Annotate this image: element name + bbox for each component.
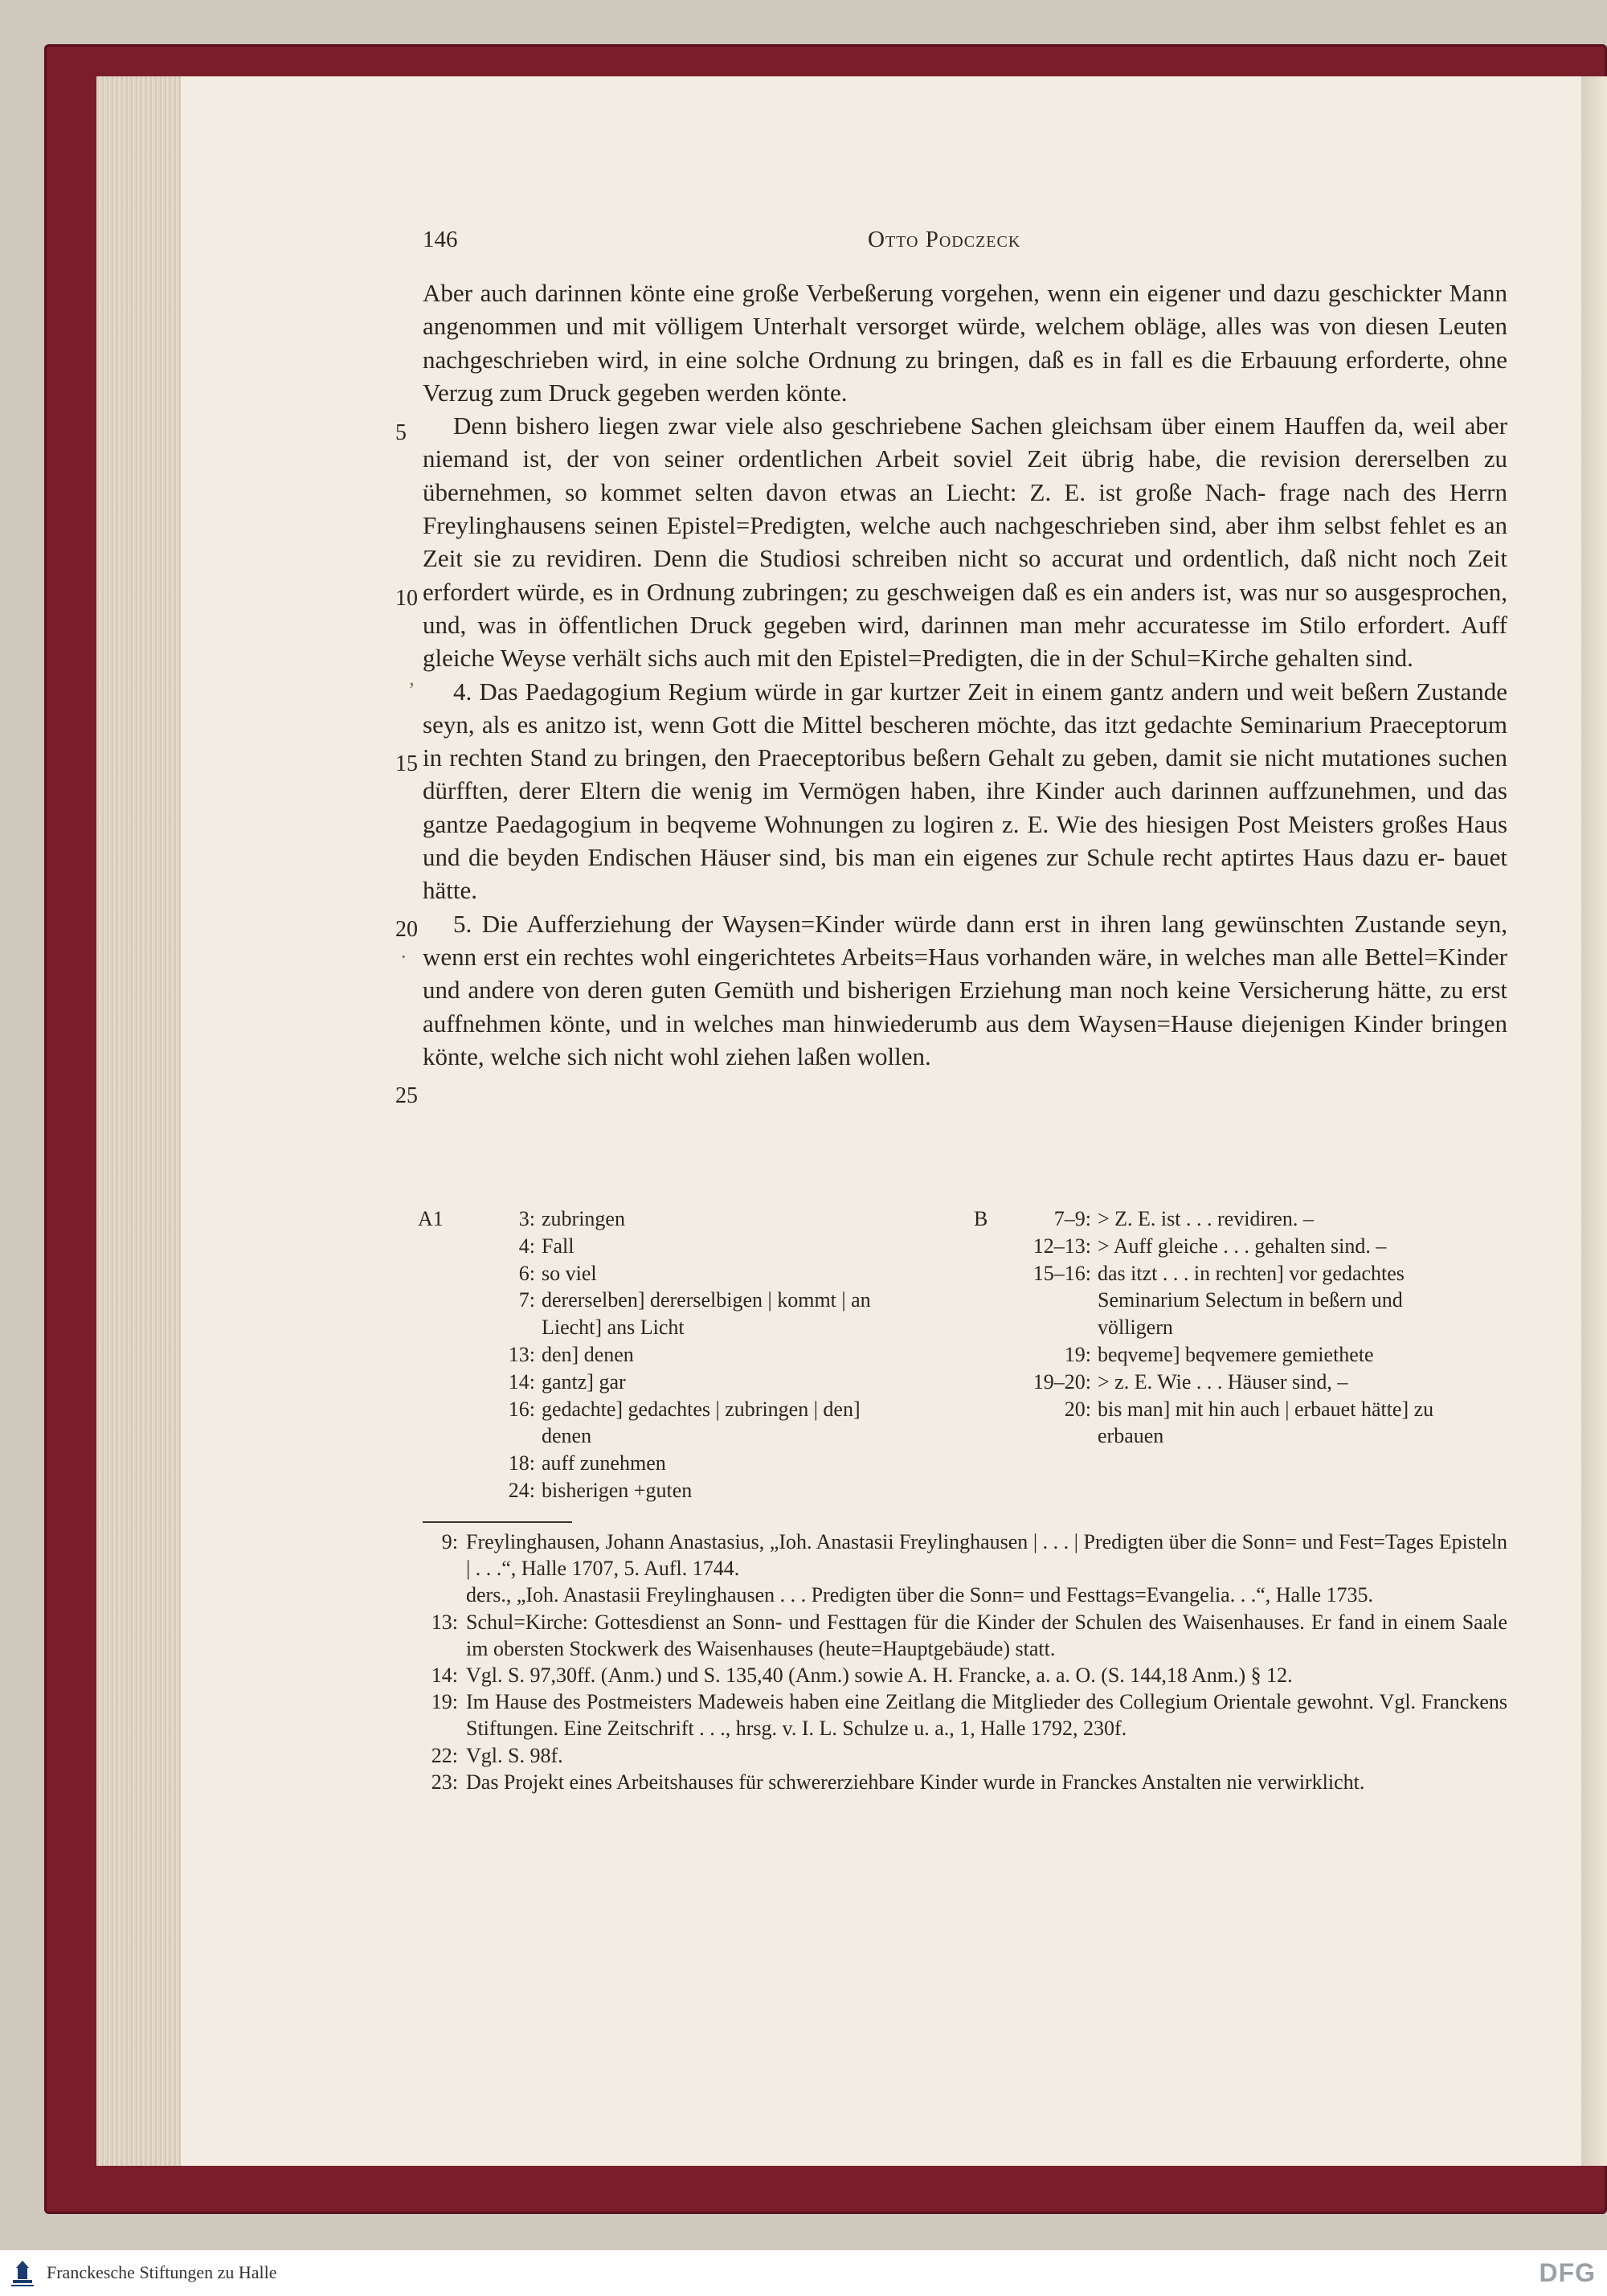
apparatus-entry: [418, 1314, 948, 1341]
line-number: 15: [395, 751, 418, 776]
text-line: gegeben wird, darinnen man mehr accuratesse im Stilo erfordert. Auff gleiche Weyse verhält: [423, 610, 1507, 673]
text-line: beßern Zustande seyn, als es anitzo ist, wenn Gott die Mittel bescheren möchte, das itzt: [423, 677, 1508, 739]
footnote-text: Vgl. S. 98f.: [466, 1743, 563, 1767]
apparatus-text: dererselben] dererselbigen | kommt | an: [542, 1288, 871, 1312]
apparatus-siglum: [974, 1314, 1019, 1341]
text-line: Vermögen haben, ihre Kinder auch darinnen auffzunehmen, und das gantze Paedagogium in: [423, 776, 1507, 838]
apparatus-siglum: [974, 1260, 1019, 1287]
apparatus-text: bisherigen +guten: [542, 1478, 693, 1502]
apparatus-text: Fall: [542, 1234, 575, 1258]
apparatus-line-ref: 19:: [1064, 1342, 1091, 1366]
apparatus-entry: [974, 1233, 1508, 1260]
footnote: [418, 1742, 1507, 1769]
apparatus-line-ref: 7:: [518, 1288, 535, 1312]
institution-name: Franckesche Stiftungen zu Halle: [47, 2262, 277, 2282]
footnote-text: Im Hause des Postmeisters Madeweis haben eine Zeitlang die Mitglieder des Collegium Orientale gewohnt. Vgl. Franckens Stiftungen. Eine Zeitschrift . . ., hrsg. v. I. L. Schulze u. a., 1, Halle 1792, 230f.: [466, 1690, 1507, 1741]
apparatus-entry: [974, 1205, 1508, 1233]
footnote-line-ref: 9:: [441, 1530, 458, 1553]
apparatus-siglum: [418, 1260, 463, 1287]
apparatus-line-ref: 3:: [518, 1207, 535, 1230]
apparatus-line-ref: 16:: [508, 1397, 535, 1421]
apparatus-siglum: [974, 1341, 1019, 1369]
apparatus-entry: [974, 1341, 1508, 1369]
apparatus-entry: [418, 1233, 948, 1260]
apparatus-line-ref: 20:: [1064, 1397, 1091, 1421]
apparatus-line-ref: 14:: [508, 1369, 535, 1394]
apparatus-siglum: B: [974, 1207, 988, 1230]
text-line: geschweigen daß es ein anders ist, was nur so ausgesprochen, und, was in öffentlichen Druck: [423, 577, 1508, 639]
text-line: Gehalt zu geben, damit sie nicht mutationes suchen dürfften, derer Eltern die wenig im: [423, 743, 1508, 805]
apparatus-text: bis man] mit hin auch | erbauet hätte] zu: [1098, 1397, 1434, 1421]
apparatus-line-ref: 24:: [508, 1478, 535, 1502]
paragraph: [423, 675, 1507, 907]
apparatus-siglum: [974, 1369, 1019, 1396]
apparatus-entry: [418, 1341, 948, 1369]
text-line: hinwiederumb aus dem Waysen=Hause diejenigen Kinder bringen könte, welche sich nicht: [423, 1009, 1507, 1070]
apparatus-line-ref: [1019, 1422, 1098, 1450]
footnote-text: Vgl. S. 97,30ff. (Anm.) und S. 135,40 (Anm.) sowie A. H. Francke, a. a. O. (S. 144,18 Anm.) § 12.: [466, 1664, 1293, 1688]
footnote: [418, 1609, 1507, 1662]
apparatus-line-ref: 18:: [508, 1451, 535, 1475]
running-head: Otto Podczeck: [868, 227, 1021, 252]
apparatus-text: den] denen: [542, 1342, 634, 1366]
apparatus-entry: [418, 1396, 948, 1423]
footnote-rule: [423, 1521, 572, 1523]
apparatus-line-ref: 15–16:: [1032, 1261, 1091, 1285]
apparatus-entry: [418, 1205, 948, 1233]
line-number: 20: [395, 917, 418, 942]
apparatus-siglum: [974, 1396, 1019, 1423]
apparatus-entry: [974, 1396, 1508, 1423]
apparatus-text: das itzt . . . in rechten] vor gedachtes: [1098, 1261, 1405, 1285]
apparatus-siglum: [418, 1314, 463, 1341]
apparatus-entry: [974, 1260, 1508, 1287]
footnote-line-ref: 23:: [431, 1770, 458, 1794]
apparatus-siglum: [418, 1341, 463, 1369]
apparatus-line-ref: 7–9:: [1053, 1207, 1091, 1230]
apparatus-entry: [974, 1422, 1508, 1450]
dfg-logo: DFG: [1539, 2258, 1596, 2287]
footnote: [418, 1688, 1507, 1741]
page-block-edge: [96, 76, 185, 2166]
apparatus-siglum: [418, 1287, 463, 1314]
apparatus-line-ref: 13:: [508, 1342, 535, 1366]
footnote-line-ref: 13:: [431, 1610, 458, 1634]
text-line: geschickter Mann angenommen und mit völligem Unterhalt versorget würde, welchem obläge,: [423, 279, 1507, 341]
apparatus-entry: [418, 1477, 948, 1504]
footnote-line-ref: [418, 1582, 466, 1608]
institution-logo-icon: [8, 2258, 37, 2289]
paragraph: [423, 907, 1507, 1073]
apparatus-siglum: [418, 1396, 463, 1423]
apparatus-entry: [974, 1369, 1508, 1396]
text-line: dererselben zu übernehmen, so kommet selten davon etwas an Liecht: Z. E. ist große Nach-: [423, 444, 1508, 506]
apparatus-line-ref: 19–20:: [1032, 1369, 1091, 1394]
text-line: frage nach des Herrn Freylinghausens seinen Epistel=Predigten, welche auch nachgeschrieben: [423, 477, 1507, 540]
apparatus-line-ref: [1019, 1287, 1098, 1314]
footnote-text: Freylinghausen, Johann Anastasius, „Ioh. Anastasii Freylinghausen | . . . | Predigten über die Sonn= und Fest=Tages Episteln | . . .“, Halle 1707, 5. Aufl. 1744.: [466, 1530, 1507, 1581]
pencil-dot-mark: ·: [400, 945, 407, 968]
line-number: 5: [395, 420, 407, 445]
apparatus-text: denen: [542, 1424, 592, 1448]
text-line: Denn bishero liegen zwar viele also geschriebene Sachen gleichsam über einem Hauffen da,: [453, 411, 1405, 440]
footnote: [418, 1582, 1507, 1608]
apparatus-text: zubringen: [542, 1207, 625, 1230]
footnote-line-ref: 19:: [431, 1690, 458, 1714]
text-line: in welches man alle Bettel=Kinder und andere von deren guten Gemüth und bisherigen: [423, 942, 1507, 1005]
apparatus-line-ref: 6:: [518, 1261, 535, 1285]
apparatus-text: völligern: [1098, 1316, 1173, 1340]
apparatus-text: > Z. E. ist . . . revidiren. –: [1098, 1207, 1314, 1230]
apparatus-text: Liecht] ans Licht: [542, 1316, 685, 1340]
apparatus-text: > Auff gleiche . . . gehalten sind. –: [1098, 1234, 1387, 1258]
text-line: sichs auch mit den Epistel=Predigten, die in der Schul=Kirche gehalten sind.: [648, 644, 1413, 673]
apparatus-b: [974, 1205, 1508, 1450]
footnotes: [418, 1529, 1507, 1795]
apparatus-line-ref: [1019, 1314, 1098, 1341]
text-line: Zustande seyn, wenn erst ein rechtes wohl eingerichtetes Arbeits=Haus vorhanden wäre,: [423, 909, 1507, 971]
footnote: [418, 1769, 1507, 1795]
text-line: Aber auch darinnen könte eine große Verbeßerung vorgehen, wenn ein eigener und dazu: [423, 279, 1321, 307]
apparatus-text: > z. E. Wie . . . Häuser sind, –: [1098, 1369, 1348, 1394]
text-line: sind, aber ihm selbst fehlet es an Zeit sie zu revidiren. Denn die Studiosi schreiben nicht so: [423, 511, 1508, 573]
apparatus-siglum: A1: [418, 1207, 444, 1230]
footnote-line-ref: 22:: [431, 1743, 458, 1767]
apparatus-siglum: [974, 1233, 1019, 1260]
apparatus-text: gedachte] gedachtes | zubringen | den]: [542, 1397, 861, 1421]
apparatus-entry: [418, 1450, 948, 1477]
text-line: beyden Endischen Häuser sind, bis man ein eigenes zur Schule recht aptirtes Haus dazu er-: [507, 843, 1445, 872]
apparatus-text: gantz] gar: [542, 1369, 626, 1394]
text-line: weil aber niemand ist, der von seiner ordentlichen Arbeit soviel Zeit übrig habe, die revision: [423, 411, 1508, 473]
apparatus-entry: [418, 1369, 948, 1396]
apparatus-text: beqveme] beqvemere gemiethete: [1098, 1342, 1374, 1366]
text-line: beqveme Wohnungen zu logiren z. E. Wie des hiesigen Post Meisters großes Haus und die: [423, 809, 1508, 872]
text-line: Erziehung man noch keine Versicherung hätte, zu erst auffnehmen könte, und in welches man: [423, 976, 1507, 1037]
apparatus-siglum: [418, 1233, 463, 1260]
main-text: [423, 276, 1507, 1073]
apparatus-siglum: [418, 1369, 463, 1396]
text-line: wohl ziehen laßen wollen.: [669, 1042, 931, 1070]
text-line: alles was von diesen Leuten nachgeschrieben wird, in eine solche Ordnung zu bringen, daß es: [423, 312, 1508, 374]
paragraph: [423, 409, 1507, 674]
text-line: accurat und ordentlich, daß nicht noch Zeit erfordert würde, es in Ordnung zubringen; zu: [423, 544, 1508, 606]
apparatus-siglum: [418, 1477, 463, 1504]
footnote-line-ref: 14:: [431, 1664, 458, 1688]
page-number: 146: [423, 227, 458, 252]
apparatus-siglum: [418, 1422, 463, 1450]
viewer-footer: [0, 2250, 1607, 2296]
apparatus-text: so viel: [542, 1261, 597, 1285]
footnote: [418, 1529, 1507, 1582]
footnote-text: ders., „Ioh. Anastasii Freylinghausen . . . Predigten über die Sonn= und Festtags=Evangelia. . .“, Halle 1735.: [466, 1583, 1374, 1607]
apparatus-entry: [974, 1314, 1508, 1341]
next-page-edge: [1581, 76, 1607, 2166]
text-line: in fall es die Erbauung erforderte, ohne Verzug zum Druck gegeben werden könte.: [423, 345, 1508, 407]
footnote-text: Schul=Kirche: Gottesdienst an Sonn- und Festtagen für die Kinder der Schulen des Waisenhauses. Er fand in einem Saale im obersten Stockwerk des Waisenhauses (heute=Hauptgebäude) statt.: [466, 1610, 1507, 1660]
apparatus-entry: [974, 1287, 1508, 1314]
apparatus-entry: [418, 1287, 948, 1314]
footnote-text: Das Projekt eines Arbeitshauses für schwererziehbare Kinder wurde in Franckes Anstalten nie verwirklicht.: [466, 1770, 1365, 1794]
text-line: 4. Das Paedagogium Regium würde in gar kurtzer Zeit in einem gantz andern und weit: [453, 677, 1334, 706]
apparatus-line-ref: [463, 1422, 542, 1450]
pencil-tick-mark: ʼ: [408, 678, 415, 702]
line-number: 25: [395, 1083, 418, 1108]
apparatus-entry: [418, 1422, 948, 1450]
apparatus-text: Seminarium Selectum in beßern und: [1098, 1288, 1403, 1312]
apparatus-siglum: [418, 1450, 463, 1477]
apparatus-line-ref: [463, 1314, 542, 1341]
line-number: 10: [395, 586, 418, 611]
apparatus-text: auff zunehmen: [542, 1451, 666, 1475]
apparatus-line-ref: 12–13:: [1032, 1234, 1091, 1258]
apparatus-entry: [418, 1260, 948, 1287]
apparatus-a1: [418, 1205, 948, 1504]
text-line: 5. Die Aufferziehung der Waysen=Kinder würde dann erst in ihren lang gewünschten: [453, 909, 1344, 938]
footnote: [418, 1662, 1507, 1688]
paragraph: [423, 276, 1507, 409]
apparatus-text: erbauen: [1098, 1424, 1164, 1448]
apparatus-line-ref: 4:: [518, 1234, 535, 1258]
text-line: gedachte Seminarium Praeceptorum in rechten Stand zu bringen, den Praeceptoribus beßern: [423, 710, 1507, 772]
apparatus-siglum: [974, 1422, 1019, 1450]
text-line: bauet hätte.: [423, 843, 1508, 905]
apparatus-siglum: [974, 1287, 1019, 1314]
